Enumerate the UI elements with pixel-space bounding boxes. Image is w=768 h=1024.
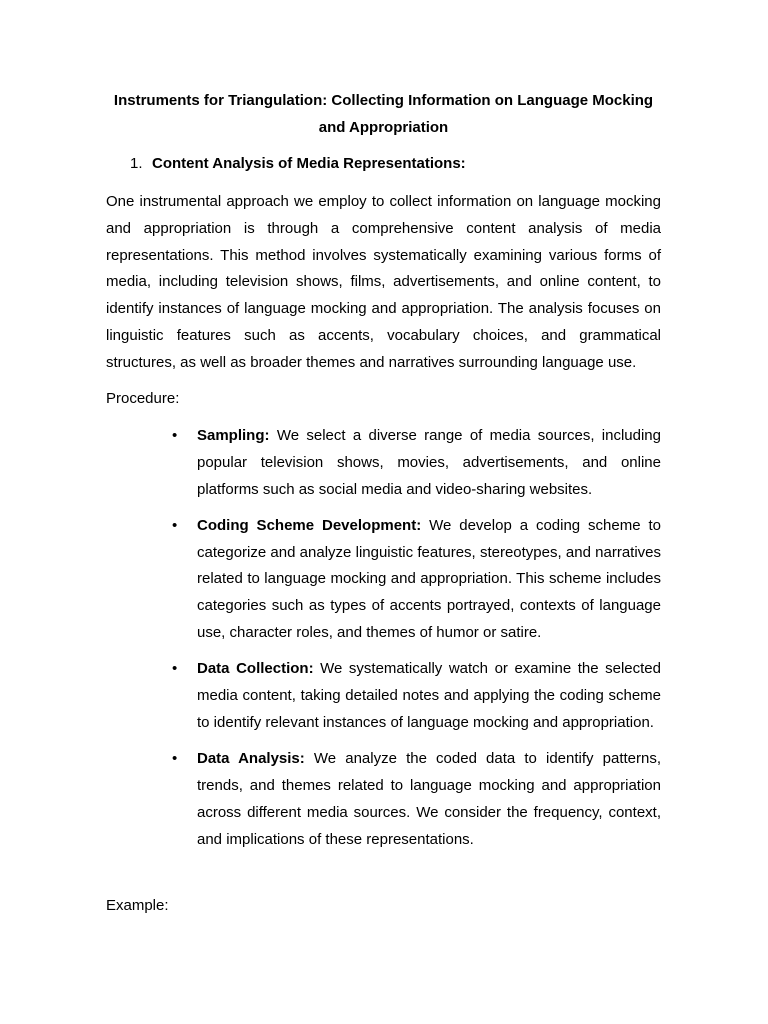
bullet-icon: •: [172, 427, 178, 444]
list-item-term: Coding Scheme Development:: [197, 516, 422, 534]
list-item: [172, 656, 661, 736]
list-item: [172, 423, 661, 503]
section-heading: [130, 152, 670, 176]
procedure-list: [172, 423, 661, 863]
list-item: [172, 746, 661, 853]
list-item-term: Data Analysis:: [197, 750, 305, 768]
procedure-label: Procedure:: [106, 390, 180, 407]
section-heading-text: Content Analysis of Media Representations:: [152, 155, 466, 172]
document-title: Instruments for Triangulation: Collecting Information on Language Mocking and Appropriation: [113, 92, 654, 136]
bullet-icon: •: [172, 516, 178, 534]
list-item-text: We systematically watch or examine the selected media content, taking detailed notes and applying the coding scheme to identify relevant instances of language mocking and appropriation.: [197, 660, 661, 731]
list-item-text: We develop a coding scheme to categorize and analyze linguistic features, stereotypes, and narratives related to language mocking and appropriation. This scheme includes categories such as types of accents portrayed, contexts of language use, character roles, and themes of humor or satire.: [197, 516, 661, 642]
list-item-term: Data Collection:: [197, 660, 314, 678]
intro-paragraph: One instrumental approach we employ to collect information on language mocking and appropriation is through a comprehensive content analysis of media representations. This method involves systematically examining various forms of media, including television shows, films, advertisements, and online content, to identify instances of language mocking and appropriation. The analysis focuses on linguistic features such as accents, vocabulary choices, and grammatical structures, as well as broader themes and narratives surrounding language use.: [106, 193, 661, 371]
list-item-term: Sampling:: [197, 427, 270, 444]
bullet-icon: •: [172, 750, 178, 768]
bullet-icon: •: [172, 660, 178, 678]
section-number: 1.: [130, 155, 143, 172]
list-item: [172, 513, 661, 647]
list-item-text: We analyze the coded data to identify patterns, trends, and themes related to language mocking and appropriation across different media sources. We consider the frequency, context, and implications of these representations.: [197, 750, 661, 848]
list-item-text: We select a diverse range of media sources, including popular television shows, movies, advertisements, and online platforms such as social media and video-sharing websites.: [197, 427, 661, 498]
example-label: Example:: [106, 897, 169, 914]
